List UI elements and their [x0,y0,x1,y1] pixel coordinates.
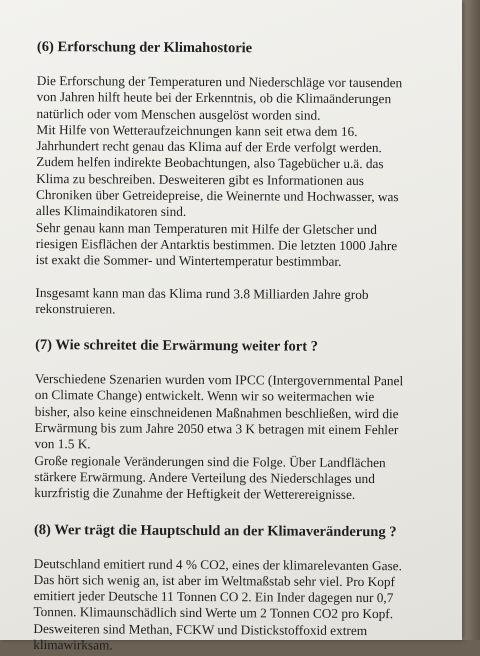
text-line: rekonstruieren. [35,300,116,317]
text-line: alles Klimaindikatoren sind. [35,203,187,220]
text-line: Deutschland emitiert rund 4 % CO2, eines der klimarelevanten Gase. [33,555,402,573]
text-line: von 1.5 K. [34,436,91,452]
text-line: Große regionale Veränderungen sind die Folge. Über Landflächen [34,452,386,470]
section-8-heading: (8) Wer trägt die Hauptschuld an der Klimaveränderung ? [33,521,397,540]
section-6-paragraph-1 [36,73,449,271]
text-line: on Climate Change) entwickelt. Wenn wir so weitermachen wie [34,387,375,405]
text-line: stärkere Erwärmung. Andere Verteilung des Niederschlages und [34,468,375,487]
text-line: Mit Hilfe von Wetteraufzeichnungen kann seit etwa dem 16. [36,121,358,139]
text-line: riesigen Eisflächen der Antarktis bestimmen. Die letzten 1000 Jahre [35,235,398,254]
text-line: klimawirksam. [33,637,113,653]
text-line: Zudem helfen indirekte Beobachtungen, also Tagebücher u.ä. das [36,154,384,172]
section-8-paragraph-1 [33,556,446,656]
text-line: Sehr genau kann man Temperaturen mit Hilfe der Gletscher und [35,219,377,237]
text-line: natürlich oder vom Menschen ausgelöst worden sind. [36,105,321,123]
text-line: kurzfristig die Zunahme der Heftigkeit der Wetterereignisse. [34,485,356,503]
text-line: Chroniken über Getreidepreise, die Weinernte und Hochwasser, was [35,187,399,205]
text-line: emitiert jeder Deutsche 11 Tonnen CO 2. Ein Inder dagegen nur 0,7 [33,588,394,606]
text-line: Klima zu beschreiben. Desweiteren gibt es Informationen aus [36,170,365,188]
text-line: Insgesamt kann man das Klima rund 3.8 Milliarden Jahre grob [35,284,369,302]
text-line: Die Erforschung der Temperaturen und Niederschläge vor tausenden [36,72,403,91]
text-line: Das hört sich wenig an, ist aber im Weltmaßstab sehr viel. Pro Kopf [33,571,396,590]
section-7-paragraph-1 [34,371,447,504]
text-line: bisher, also keine einschneidenen Maßnahmen beschließen, wird die [34,403,399,421]
section-7-heading: (7) Wie schreitet die Erwärmung weiter fort ? [35,337,318,355]
text-line: Desweiteren sind Methan, FCKW und Distickstoffoxid extrem [33,620,368,638]
text-line: Erwärmung bis zum Jahre 2050 etwa 3 K betragen mit einem Fehler [34,420,399,438]
section-6-heading: (6) Erforschung der Klimahostorie [36,38,253,57]
background-surface [462,0,480,640]
text-line: von Jahren hilft heute bei der Erkenntnis, ob die Klimaänderungen [36,89,392,107]
text-line: ist exakt die Sommer- und Wintertemperatur bestimmbar. [35,252,342,270]
section-6-paragraph-2 [35,285,447,320]
text-line: Verschiedene Szenarien wurden vom IPCC (Intergovernmental Panel [34,371,404,389]
text-line: Tonnen. Klimaunschädlich sind Werte um 2 Tonnen CO2 pro Kopf. [33,604,394,622]
text-line: Jahrhundert recht genau das Klima auf der Erde verfolgt werden. [36,138,382,156]
document-body [33,38,449,656]
